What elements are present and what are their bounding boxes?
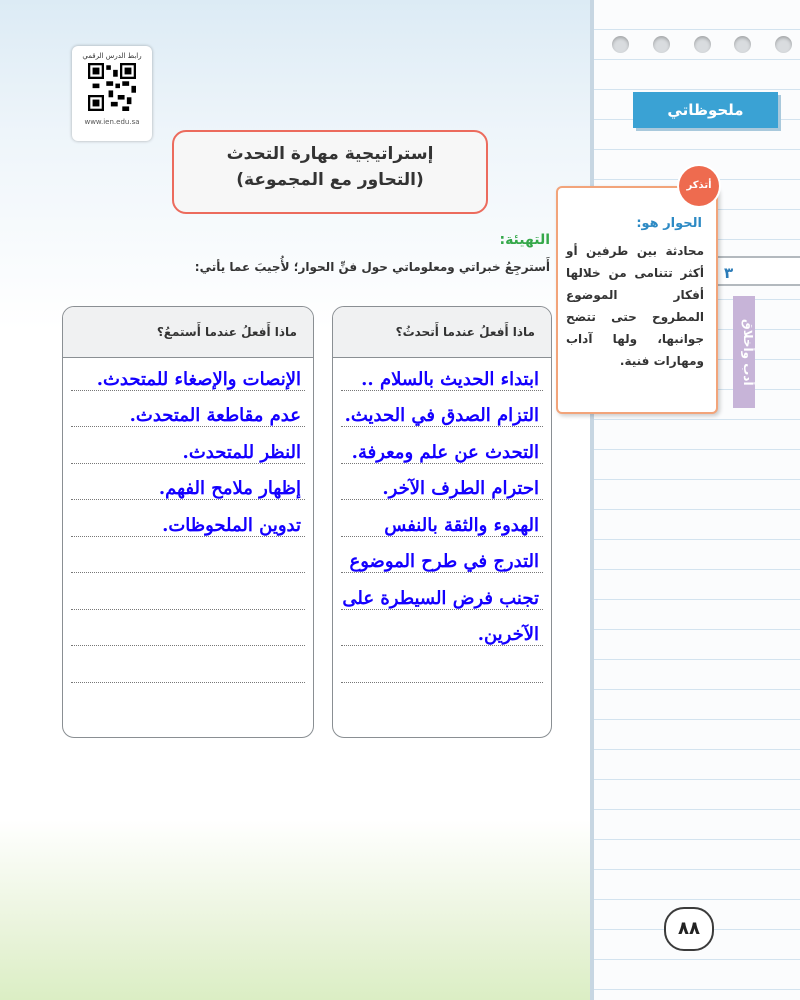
unit-number-tab: ٣ [714, 256, 800, 286]
answer-text: التزام الصدق في الحديث. [344, 405, 539, 426]
speaking-panel [332, 306, 552, 738]
page-bottom-background [0, 820, 590, 1000]
answer-line[interactable] [341, 576, 543, 613]
unit-name: أدب وأخلاق [741, 318, 755, 386]
answer-text: الهدوء والثقة بالنفس [384, 514, 539, 536]
page-number: ٨٨ [664, 907, 714, 951]
answer-text: تجنب فرض السيطرة على [342, 587, 539, 609]
lesson-title-box [172, 130, 488, 214]
answer-text: احترام الطرف الآخر. [382, 478, 539, 499]
notebook-sidebar [590, 0, 800, 1000]
answer-line[interactable] [71, 613, 305, 650]
answer-line[interactable] [341, 394, 543, 431]
answer-text: النظر للمتحدث. [182, 441, 301, 463]
listening-panel-header: ماذا أَفعلُ عندما أَستمعُ؟ [63, 307, 313, 358]
warmup-instruction: أَسترجِعُ خبراتي ومعلوماتي حول فنِّ الحوار؛ لأُجيبَ عما يأتي: [194, 260, 550, 274]
qr-caption: رابط الدرس الرقمي [82, 52, 142, 60]
answer-line[interactable] [71, 357, 305, 394]
answer-text: التدرج في طرح الموضوع [349, 551, 539, 572]
ring-icon [734, 36, 751, 53]
answer-line[interactable] [71, 649, 305, 686]
answer-line[interactable] [341, 467, 543, 504]
answer-line[interactable] [341, 649, 543, 686]
qr-code-icon[interactable] [88, 63, 136, 111]
answer-line[interactable] [71, 576, 305, 613]
lesson-subtitle: (التحاور مع المجموعة) [236, 170, 424, 190]
qr-card[interactable] [72, 46, 152, 141]
answer-line[interactable] [341, 613, 543, 650]
ring-icon [653, 36, 670, 53]
lesson-title: إستراتيجية مهارة التحدث [226, 144, 434, 164]
listening-answer-lines [63, 357, 313, 737]
notes-tab: ملحوظاتي [633, 92, 778, 128]
ring-icon [775, 36, 792, 53]
remember-heading: الحوار هو: [636, 216, 702, 231]
answer-text: تدوين الملحوظات. [162, 514, 301, 536]
remember-card [556, 186, 718, 414]
answer-line[interactable] [71, 430, 305, 467]
answer-line[interactable] [341, 357, 543, 394]
speaking-panel-header: ماذا أَفعلُ عندما أَتحدثُ؟ [333, 307, 551, 358]
answer-text: التحدث عن علم ومعرفة. [351, 441, 539, 463]
answer-line[interactable] [71, 394, 305, 431]
answer-line[interactable] [341, 540, 543, 577]
notebook-rings [612, 36, 792, 53]
remember-body: محادثة بين طرفين أو أكثر تتنامى من خلالها أفكار الموضوع المطروح حتى تتضح جوانبها، ولها آداب ومهارات فنية. [566, 244, 704, 368]
answer-line[interactable] [71, 540, 305, 577]
ring-icon [694, 36, 711, 53]
remember-badge: أتذكر [679, 166, 719, 206]
speaking-answer-lines [333, 357, 551, 737]
warmup-heading: التهيئة: [499, 232, 550, 248]
answer-line[interactable] [341, 430, 543, 467]
qr-url: www.ien.edu.sa [84, 118, 140, 126]
answer-line[interactable] [341, 503, 543, 540]
answer-text: ابتداء الحديث بالسلام .. [361, 368, 539, 390]
answer-line[interactable] [71, 503, 305, 540]
answer-text: الإنصات والإصغاء للمتحدث. [96, 368, 301, 390]
answer-text: عدم مقاطعة المتحدث. [129, 405, 301, 426]
answer-text: الآخرين. [477, 624, 539, 645]
answer-text: إظهار ملامح الفهم. [158, 478, 301, 499]
ring-icon [612, 36, 629, 53]
listening-panel [62, 306, 314, 738]
answer-line[interactable] [71, 467, 305, 504]
